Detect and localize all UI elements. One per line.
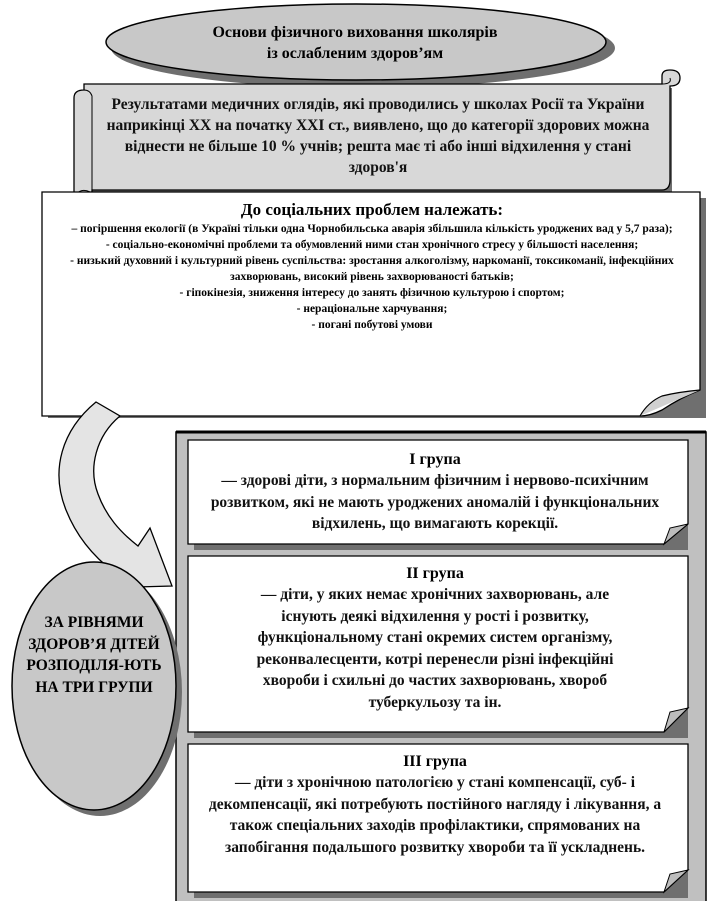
group-2-title: ІІ група <box>406 565 464 582</box>
group-1 <box>190 450 680 535</box>
problem-item: - низький духовний і культурний рівень суспільства: зростання алкоголізму, наркоманії, токсикоманії, інфекційних захворювань, високий рівень захворюваності батьків; <box>70 255 674 283</box>
title-line-1: Основи фізичного виховання школярів <box>212 24 498 41</box>
intro-text: Результатами медичних оглядів, які проводились у школах Росії та України наприкінці ХХ на початку ХХІ ст., виявлено, що до категорії здорових можна віднести не більше 10 % учнів; решта має ті або інші відхилення у стані здоров'я <box>106 96 650 176</box>
problems-list <box>44 221 700 333</box>
page-title <box>140 22 570 64</box>
problem-item: - погані побутові умови <box>311 319 433 331</box>
problems-heading: До соціальних проблем належать: <box>240 200 504 219</box>
group-1-text: — здорові діти, з нормальним фізичним і нервово-психічним розвитком, які не мають уроджених аномалій і функціональних відхилень, що вимагають корекції. <box>210 472 660 532</box>
curved-arrow <box>59 402 172 588</box>
problem-item: – погіршення екології (в Україні тільки одна Чорнобильська аварія збільшила кількість уроджених вад у 5,7 раза); <box>71 223 673 235</box>
problem-item: - нераціональне харчування; <box>296 303 448 315</box>
problem-item: - соціально-економічні проблеми та обумовлений ними стан хронічного стресу у більшості населення; <box>105 239 639 251</box>
group-2-text: — діти, у яких немає хронічних захворювань, але існують деякі відхилення у рості і розвитку, функціональному стані окремих систем організму, реконвалесценти, котрі перенесли різні інфекційні хвороби і схильні до частих захворювань, хвороб туберкульозу та ін. <box>256 586 614 711</box>
group-3-title: ІІІ група <box>403 753 467 770</box>
problems-section <box>44 200 700 333</box>
group-1-title: І група <box>409 451 461 468</box>
group-3-text: — діти з хронічною патологією у стані компенсації, суб- і декомпенсації, які потребують постійного нагляду і лікування, а також спеціальних заходів профілактики, спрямованих на запобігання подальшого розвитку хвороби та її ускладнень. <box>208 774 662 856</box>
title-line-2: із ослабленим здоров’ям <box>266 45 444 62</box>
group-2 <box>190 564 680 713</box>
classification-text: ЗА РІВНЯМИ ЗДОРОВ’Я ДІТЕЙ РОЗПОДІЛЯ-ЮТЬ НА ТРИ ГРУПИ <box>26 614 162 696</box>
group-3 <box>190 752 680 858</box>
problem-item: - гіпокінезія, зниження інтересу до занять фізичною культурою і спортом; <box>179 287 565 299</box>
